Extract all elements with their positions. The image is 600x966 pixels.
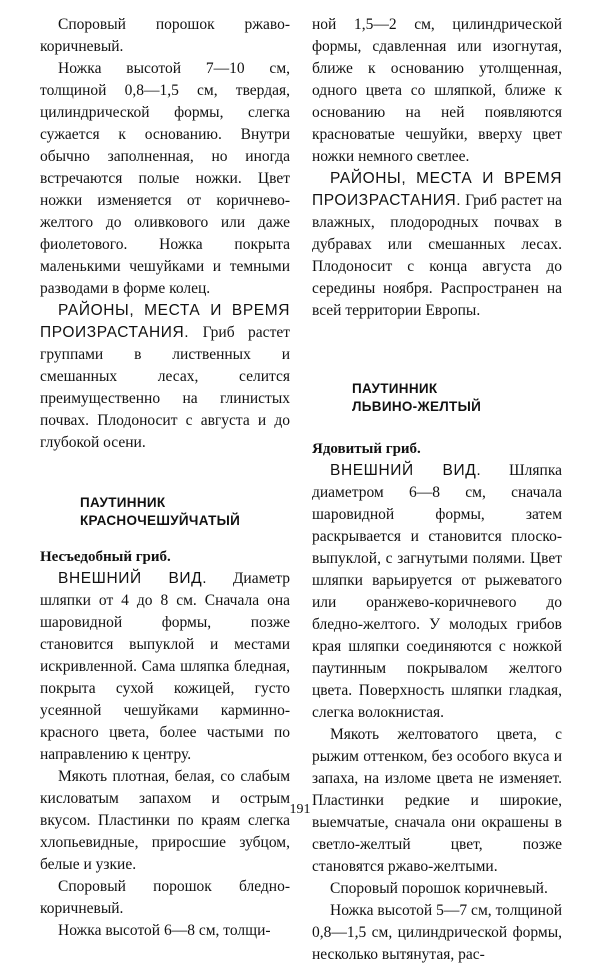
heading-line: ПАУТИННИК xyxy=(80,495,166,510)
section-lead: ВНЕШНИЙ ВИД. xyxy=(58,570,208,587)
species-heading xyxy=(312,380,562,416)
paragraph-appearance xyxy=(312,460,562,724)
section-text: Диаметр шляпки от 4 до 8 см. Сначала она шаровидной формы, позже становится выпуклой и местами искривленной. Сама шляпка бледная, покрыта сухой кожицей, густо усеянной чешуйками карминно-красного цвета, более частыми по направлению к центру. xyxy=(40,570,290,763)
paragraph-spore-powder: Споровый порошок ржаво-коричневый. xyxy=(40,16,290,55)
section-text: Гриб растет на влажных, плодородных почвах в дубравах или смешанных лесах. Плодоносит с конца августа до середины ноября. Распространен на всей территории Европы. xyxy=(312,192,562,319)
paragraph-appearance xyxy=(40,568,290,766)
paragraph-habitat xyxy=(312,168,562,322)
edibility-label: Несъедобный гриб. xyxy=(40,549,171,565)
section-lead: РАЙОНЫ, МЕСТА И ВРЕМЯ ПРОИЗРАСТАНИЯ. xyxy=(312,170,562,209)
heading-line: ЛЬВИНО-ЖЕЛТЫЙ xyxy=(352,399,482,414)
heading-line: КРАСНОЧЕШУЙЧАТЫЙ xyxy=(80,513,241,528)
paragraph-spore-powder-2: Споровый порошок бледно-коричневый. xyxy=(40,878,290,917)
paragraph-habitat xyxy=(40,300,290,454)
paragraph-stem: Ножка высотой 7—10 см, толщиной 0,8—1,5 см, твердая, цилиндрической формы, слегка сужается к основанию. Внутри обычно заполненная, но иногда встречаются полые ножки. Цвет ножки изменяется от коричнево-желтого до оливкового или даже фиолетового. Ножка покрыта маленькими чешуйками и темными разводами в форме колец. xyxy=(40,60,290,297)
heading-line: ПАУТИННИК xyxy=(352,381,438,396)
paragraph-stem: Ножка высотой 5—7 см, толщиной 0,8—1,5 см, цилиндрической формы, несколько вытянутая, рас- xyxy=(312,902,562,963)
section-text: Гриб растет группами в лиственных и смешанных лесах, селится преимущественно на глинистых почвах. Плодоносит с августа и до глубокой осени. xyxy=(40,324,290,451)
paragraph-flesh: Мякоть плотная, белая, со слабым кисловатым запахом и острым вкусом. Пластинки по краям слегка хлопьевидные, приросшие зубцом, белые и узкие. xyxy=(40,768,290,873)
page-number: 191 xyxy=(289,802,311,817)
section-text: Шляпка диаметром 6—8 см, сначала шаровидной формы, затем раскрывается и становится плоско-выпуклой, с загнутыми полями. Цвет шляпки варьируется от рыжеватого или оранжево-коричневого до бледно-желтого. У молодых грибов края шляпки соединяются с ножкой паутинным покрывалом желтого цвета. Поверхность шляпки гладкая, слегка волокнистая. xyxy=(312,462,562,721)
right-column xyxy=(312,14,562,966)
edibility-label: Ядовитый гриб. xyxy=(312,441,421,457)
species-heading xyxy=(40,494,290,530)
paragraph-flesh: Мякоть желтоватого цвета, с рыжим оттенком, без особого вкуса и запаха, на изломе цвета не изменяет. Пластинки редкие и широкие, выемчатые, сначала они окрашены в светло-желтый цвет, позже становятся ржаво-желтыми. xyxy=(312,726,562,875)
paragraph-stem-continued: ной 1,5—2 см, цилиндрической формы, сдавленная или изогнутая, ближе к основанию утолщенная, одного цвета со шляпкой, ближе к основанию на ней появляются красноватые чешуйки, вверху цвет ножки немного светлее. xyxy=(312,16,562,165)
paragraph-spore-powder: Споровый порошок коричневый. xyxy=(330,880,548,897)
section-lead: ВНЕШНИЙ ВИД. xyxy=(330,462,482,479)
section-lead: РАЙОНЫ, МЕСТА И ВРЕМЯ ПРОИЗРАСТАНИЯ. xyxy=(40,302,290,341)
paragraph-stem-2: Ножка высотой 6—8 см, толщи- xyxy=(58,922,271,939)
